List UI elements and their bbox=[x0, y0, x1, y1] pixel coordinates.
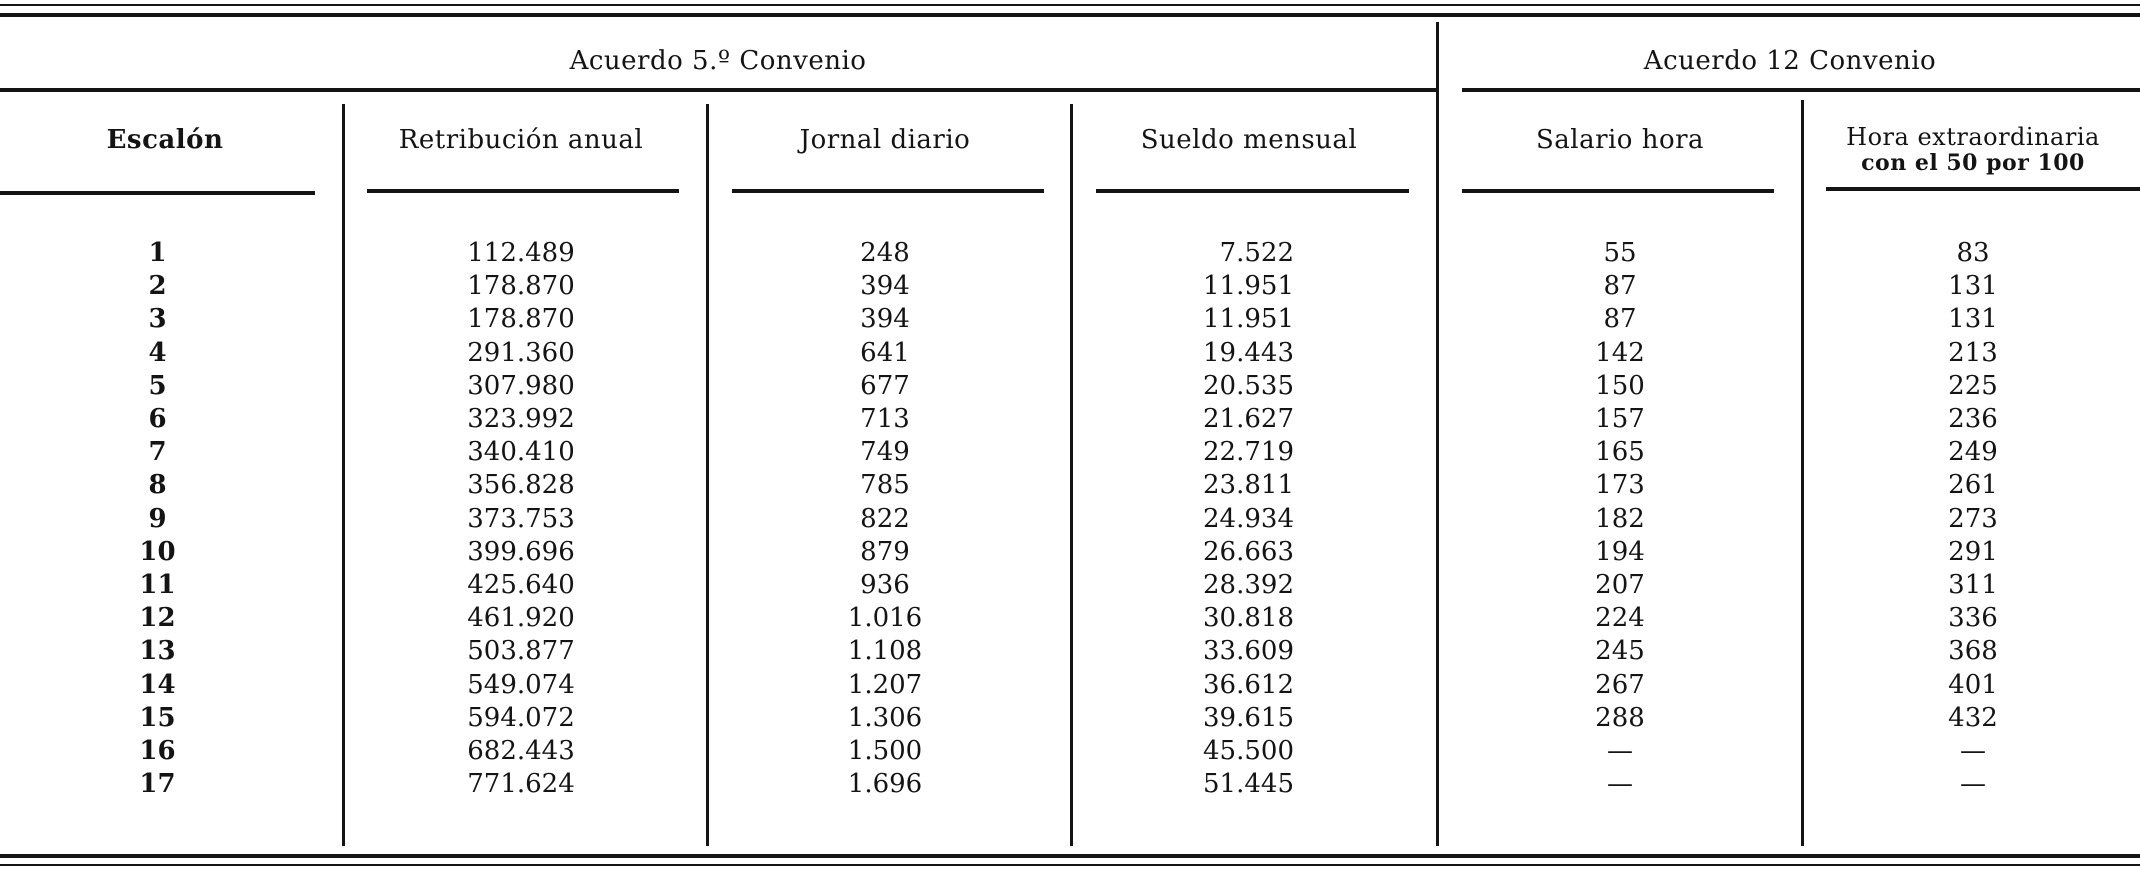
cell-jornal: 1.696 bbox=[847, 769, 923, 800]
cell-retribucion: 112.489 bbox=[467, 238, 575, 268]
cell-sueldo: 20.535 bbox=[1203, 370, 1294, 401]
col-rule-salario bbox=[1462, 189, 1774, 193]
cell-jornal: 1.108 bbox=[847, 636, 923, 667]
cell-escalon: 13 bbox=[139, 636, 176, 667]
cell-salario: — bbox=[1607, 769, 1633, 800]
cell-retribucion: 682.443 bbox=[467, 736, 575, 766]
cell-retribucion: 503.877 bbox=[467, 636, 575, 667]
cell-escalon: 15 bbox=[139, 702, 176, 733]
cell-sueldo: 7.522 bbox=[1219, 238, 1294, 268]
cell-jornal: 641 bbox=[860, 337, 910, 368]
col-head-sueldo: Sueldo mensual bbox=[1140, 125, 1358, 155]
cell-extra: 225 bbox=[1948, 370, 1998, 401]
cell-extra: 401 bbox=[1948, 669, 1998, 700]
cell-jornal: 713 bbox=[860, 404, 910, 434]
cell-salario: — bbox=[1607, 736, 1633, 766]
cell-salario: 55 bbox=[1603, 238, 1637, 268]
cell-sueldo: 22.719 bbox=[1203, 437, 1294, 468]
col-rule-sueldo bbox=[1096, 189, 1409, 193]
col-head-salario: Salario hora bbox=[1535, 125, 1705, 155]
cell-extra: 83 bbox=[1956, 238, 1990, 268]
col-head-extra bbox=[1806, 124, 2140, 176]
cell-extra: 236 bbox=[1948, 404, 1998, 434]
cell-retribucion: 461.920 bbox=[467, 603, 575, 634]
cell-sueldo: 21.627 bbox=[1203, 404, 1294, 434]
cell-salario: 207 bbox=[1595, 570, 1645, 600]
cell-extra: 432 bbox=[1948, 702, 1998, 733]
cell-salario: 157 bbox=[1595, 404, 1645, 434]
cell-sueldo: 51.445 bbox=[1203, 769, 1294, 800]
cell-jornal: 822 bbox=[860, 503, 910, 534]
group-rule-right bbox=[1462, 88, 2140, 92]
cell-sueldo: 23.811 bbox=[1203, 470, 1294, 501]
col-rule-jornal bbox=[732, 189, 1044, 193]
cell-salario: 224 bbox=[1595, 603, 1645, 634]
cell-sueldo: 45.500 bbox=[1203, 736, 1294, 766]
cell-extra: 213 bbox=[1948, 337, 1998, 368]
cell-sueldo: 26.663 bbox=[1203, 536, 1294, 567]
cell-extra: 261 bbox=[1948, 470, 1998, 501]
cell-escalon: 1 bbox=[148, 238, 167, 268]
cell-escalon: 11 bbox=[139, 570, 176, 600]
cell-salario: 150 bbox=[1595, 370, 1645, 401]
cell-extra: 291 bbox=[1948, 536, 1998, 567]
cell-jornal: 248 bbox=[860, 238, 910, 268]
cell-salario: 87 bbox=[1603, 271, 1637, 302]
cell-retribucion: 307.980 bbox=[467, 370, 575, 401]
cell-salario: 267 bbox=[1595, 669, 1645, 700]
cell-extra: 311 bbox=[1948, 570, 1998, 600]
cell-sueldo: 11.951 bbox=[1203, 304, 1294, 335]
cell-retribucion: 340.410 bbox=[467, 437, 575, 468]
cell-jornal: 394 bbox=[860, 271, 910, 302]
cell-extra: — bbox=[1960, 769, 1986, 800]
cell-extra: 131 bbox=[1948, 304, 1998, 335]
cell-retribucion: 356.828 bbox=[467, 470, 575, 501]
cell-escalon: 5 bbox=[148, 370, 167, 401]
bottom-rule bbox=[0, 864, 2140, 866]
top-rule-thick bbox=[0, 13, 2140, 17]
cell-extra: 336 bbox=[1948, 603, 1998, 634]
cell-salario: 194 bbox=[1595, 536, 1645, 567]
cell-jornal: 785 bbox=[860, 470, 910, 501]
col-head-extra-line1: Hora extraordinaria bbox=[1846, 123, 2100, 151]
vrule-4 bbox=[1436, 22, 1439, 846]
cell-escalon: 17 bbox=[139, 769, 176, 800]
cell-salario: 288 bbox=[1595, 702, 1645, 733]
cell-retribucion: 291.360 bbox=[467, 337, 575, 368]
cell-escalon: 12 bbox=[139, 603, 176, 634]
cell-salario: 182 bbox=[1595, 503, 1645, 534]
col-head-escalon: Escalón bbox=[106, 125, 224, 155]
cell-salario: 173 bbox=[1595, 470, 1645, 501]
cell-jornal: 1.016 bbox=[847, 603, 923, 634]
cell-jornal: 1.500 bbox=[847, 736, 923, 766]
cell-escalon: 6 bbox=[148, 404, 167, 434]
group-title-left: Acuerdo 5.º Convenio bbox=[569, 46, 867, 76]
cell-sueldo: 33.609 bbox=[1203, 636, 1294, 667]
top-rule bbox=[0, 4, 2140, 6]
cell-retribucion: 323.992 bbox=[467, 404, 575, 434]
col-rule-escalon bbox=[0, 191, 315, 195]
cell-jornal: 1.207 bbox=[847, 669, 923, 700]
cell-retribucion: 549.074 bbox=[467, 669, 575, 700]
cell-sueldo: 36.612 bbox=[1203, 669, 1294, 700]
cell-salario: 245 bbox=[1595, 636, 1645, 667]
cell-salario: 87 bbox=[1603, 304, 1637, 335]
cell-jornal: 677 bbox=[860, 370, 910, 401]
cell-retribucion: 594.072 bbox=[467, 702, 575, 733]
cell-retribucion: 399.696 bbox=[467, 536, 575, 567]
col-head-extra-line2: con el 50 por 100 bbox=[1861, 150, 2085, 176]
cell-retribucion: 178.870 bbox=[467, 271, 575, 302]
cell-escalon: 8 bbox=[148, 470, 167, 501]
cell-extra: 131 bbox=[1948, 271, 1998, 302]
cell-sueldo: 24.934 bbox=[1203, 503, 1294, 534]
cell-escalon: 4 bbox=[148, 337, 167, 368]
group-title-right: Acuerdo 12 Convenio bbox=[1643, 46, 1937, 76]
cell-escalon: 16 bbox=[139, 736, 176, 766]
cell-escalon: 2 bbox=[148, 271, 167, 302]
cell-sueldo: 19.443 bbox=[1203, 337, 1294, 368]
cell-retribucion: 771.624 bbox=[467, 769, 575, 800]
group-rule-left bbox=[0, 88, 1436, 92]
cell-extra: 368 bbox=[1948, 636, 1998, 667]
cell-extra: — bbox=[1960, 736, 1986, 766]
cell-jornal: 1.306 bbox=[847, 702, 923, 733]
cell-retribucion: 425.640 bbox=[467, 570, 575, 600]
cell-sueldo: 28.392 bbox=[1203, 570, 1294, 600]
cell-escalon: 9 bbox=[148, 503, 167, 534]
cell-jornal: 394 bbox=[860, 304, 910, 335]
cell-jornal: 749 bbox=[860, 437, 910, 468]
cell-retribucion: 373.753 bbox=[467, 503, 575, 534]
cell-jornal: 936 bbox=[860, 570, 910, 600]
cell-salario: 142 bbox=[1595, 337, 1645, 368]
cell-jornal: 879 bbox=[860, 536, 910, 567]
col-head-jornal: Jornal diario bbox=[799, 125, 971, 155]
cell-salario: 165 bbox=[1595, 437, 1645, 468]
cell-retribucion: 178.870 bbox=[467, 304, 575, 335]
bottom-rule-thick bbox=[0, 854, 2140, 858]
col-rule-extra bbox=[1826, 187, 2140, 191]
cell-escalon: 7 bbox=[148, 437, 167, 468]
cell-sueldo: 11.951 bbox=[1203, 271, 1294, 302]
cell-sueldo: 39.615 bbox=[1203, 702, 1294, 733]
cell-extra: 273 bbox=[1948, 503, 1998, 534]
vrule-5 bbox=[1801, 100, 1804, 846]
cell-escalon: 10 bbox=[139, 536, 176, 567]
cell-escalon: 14 bbox=[139, 669, 176, 700]
col-head-retribucion: Retribución anual bbox=[398, 125, 644, 155]
cell-sueldo: 30.818 bbox=[1203, 603, 1294, 634]
cell-extra: 249 bbox=[1948, 437, 1998, 468]
cell-escalon: 3 bbox=[148, 304, 167, 335]
col-rule-retribucion bbox=[367, 189, 679, 193]
